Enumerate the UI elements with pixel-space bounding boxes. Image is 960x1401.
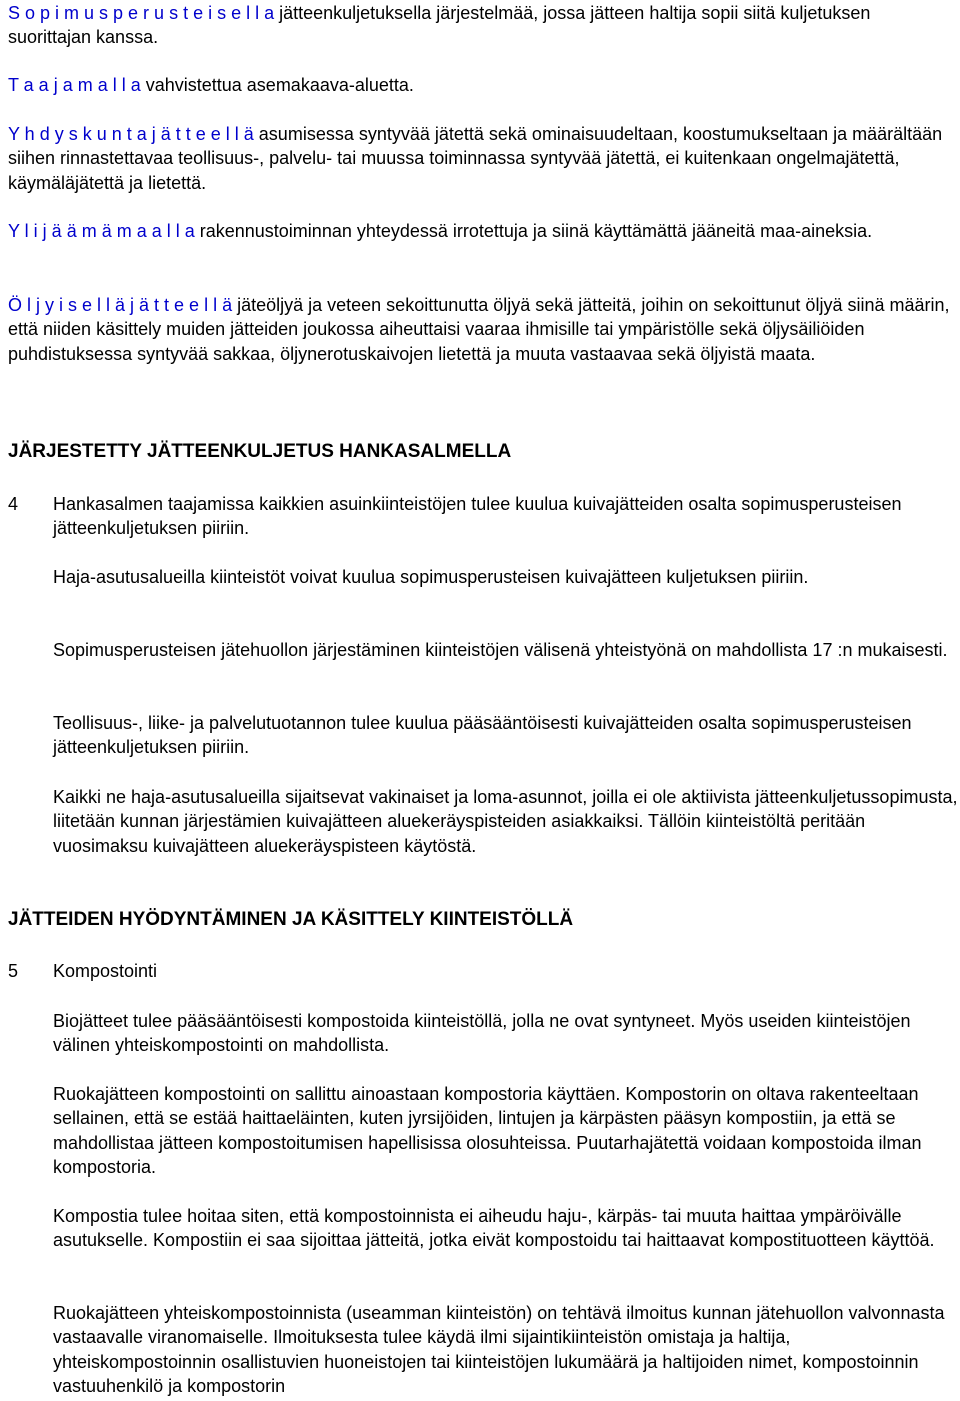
paragraph: Haja-asutusalueilla kiinteistöt voivat kuulua sopimusperusteisen kuivajätteen kuljetuksen piiriin. (53, 567, 809, 587)
paragraph-number: 4 (8, 494, 19, 514)
paragraph: Teollisuus-, liike- ja palvelutuotannon tulee kuulua pääsääntöisesti kuivajätteiden osalta sopimusperusteisen jätteenkuljetuksen piiriin. (53, 713, 912, 758)
paragraph: Sopimusperusteisen jätehuollon järjestäminen kiinteistöjen välisenä yhteistyönä on mahdollista 17 :n mukaisesti. (53, 640, 948, 660)
definition-text: vahvistettua asemakaava-aluetta. (140, 75, 414, 95)
definition-yhdyskuntajate (8, 122, 958, 195)
definition-term: Ö l j y i s e l l ä j ä t t e e l l ä (8, 295, 233, 315)
paragraph: Ruokajätteen yhteiskompostoinnista (useamman kiinteistön) on tehtävä ilmoitus kunnan jätehuollon valvonnasta vastaavalle viranomaiselle. Ilmoituksesta tulee käydä ilmi sijaintikiinteistön omistaja ja haltija, yhteiskompostoinnin osallistuvien huoneistojen tai kiinteistöjen lukumäärä ja haltijoiden nimet, kompostoinnin vastuuhenkilö ja kompostorin (53, 1303, 945, 1396)
paragraph-number: 5 (8, 961, 19, 981)
definition-term: T a a j a m a l l a (8, 75, 141, 95)
definition-ylijaamamaa (8, 219, 958, 243)
definition-text: asumisessa syntyvää jätettä sekä ominaisuudeltaan, koostumukseltaan ja määrältään siihen rinnastettavaa teollisuus-, palvelu- tai muussa toiminnassa syntyvää jätettä, ei kuitenkaan ongelmajätettä, käymäläjätettä ja lietettä. (8, 124, 943, 193)
definition-text: jäteöljyä ja veteen sekoittunutta öljyä sekä jätteitä, joihin on sekoittunut öljyä siinä määrin, että niiden käsittely muiden jätteiden joukossa aiheuttaisi vaaraa ihmisille tai ympäristölle sekä öljysäiliöiden puhdistuksessa syntyvää sakkaa, öljynerotuskaivojen lietettä ja muuta vastaavaa sekä öljyistä maata. (8, 295, 950, 364)
definition-oljyinen-jate (8, 293, 958, 366)
definition-taajama (8, 73, 958, 97)
definition-term: S o p i m u s p e r u s t e i s e l l a (8, 3, 275, 23)
definition-term: Y l i j ä ä m ä m a a l l a (8, 221, 195, 241)
paragraph: Kaikki ne haja-asutusalueilla sijaitsevat vakinaiset ja loma-asunnot, joilla ei ole aktiivista jätteenkuljetussopimusta, liitetään kunnan järjestämien kuivajätteen aluekeräyspisteiden asiakkaiksi. Tällöin kiinteistöltä peritään vuosimaksu kuivajätteen aluekeräyspisteen käytöstä. (53, 787, 958, 856)
section-heading-jarjestetty-jatteenkuljetus: JÄRJESTETTY JÄTTEENKULJETUS HANKASALMELLA (8, 441, 512, 462)
paragraph: Biojätteet tulee pääsääntöisesti kompostoida kiinteistöllä, jolla ne ovat syntyneet. Myös useiden kiinteistöjen välinen yhteiskompostointi on mahdollista. (53, 1011, 911, 1056)
definition-term: Y h d y s k u n t a j ä t t e e l l ä (8, 124, 254, 144)
subsection-title: Kompostointi (53, 961, 158, 981)
paragraph: Hankasalmen taajamissa kaikkien asuinkiinteistöjen tulee kuulua kuivajätteiden osalta sopimusperusteisen jätteenkuljetuksen piiriin. (53, 494, 902, 539)
paragraph: Ruokajätteen kompostointi on sallittu ainoastaan kompostoria käyttäen. Kompostorin on oltava rakenteeltaan sellainen, että se estää haittaeläinten, kuten jyrsijöiden, lintujen ja kärpästen pääsyn kompostiin, ja että se mahdollistaa jätteen kompostoitumisen hapellisissa olosuhteissa. Puutarhajätettä voidaan kompostoida ilman kompostoria. (53, 1084, 922, 1177)
paragraph: Kompostia tulee hoitaa siten, että kompostoinnista ei aiheudu haju-, kärpäs- tai muuta haittaa ympäröivälle asutukselle. Kompostiin ei saa sijoittaa jätteitä, jotka eivät kompostoidu tai haittaavat kompostituotteen käyttöä. (53, 1206, 935, 1251)
section-heading-jatteiden-hyodyntaminen: JÄTTEIDEN HYÖDYNTÄMINEN JA KÄSITTELY KIINTEISTÖLLÄ (8, 909, 574, 930)
definition-text: rakennustoiminnan yhteydessä irrotettuja ja siinä käyttämättä jääneitä maa-aineksia. (194, 221, 873, 241)
definition-text: jätteenkuljetuksella järjestelmää, jossa jätteen haltija sopii siitä kuljetuksen suorittajan kanssa. (8, 3, 871, 48)
definition-sopimusperusteinen (8, 1, 958, 50)
